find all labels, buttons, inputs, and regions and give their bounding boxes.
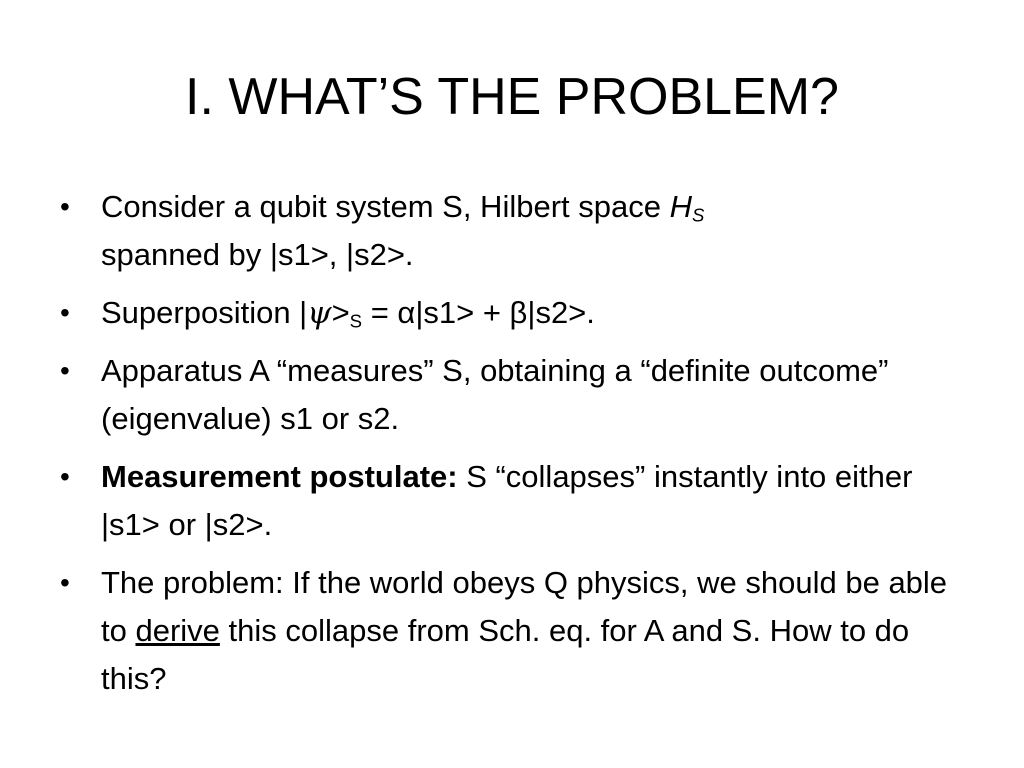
bullet-list <box>58 183 958 713</box>
underlined-word: derive <box>135 613 220 648</box>
slide-title: I. WHAT’S THE PROBLEM? <box>185 68 839 126</box>
bullet-qubit-system <box>58 183 958 279</box>
bullet-dot-icon: • <box>60 297 70 328</box>
ket-close: > <box>331 295 350 330</box>
bullet-text: S “collapses” instantly into either |s1> or |s2>. <box>101 459 913 542</box>
bullet-dot-icon: • <box>60 461 70 492</box>
hilbert-space-symbol: H <box>669 189 692 224</box>
bullet-dot-icon: • <box>60 191 70 222</box>
bullet-text: Superposition | <box>101 295 308 330</box>
bullet-text: The problem: If the world obeys Q physics, we should be able to <box>101 565 948 648</box>
bullet-dot-icon: • <box>60 567 70 598</box>
bullet-apparatus <box>58 347 958 443</box>
bullet-superposition <box>58 289 958 337</box>
hilbert-space-subscript: S <box>691 204 705 226</box>
psi-subscript: S <box>349 310 363 332</box>
bullet-text-continued: spanned by |s1>, |s2>. <box>101 237 414 272</box>
bullet-the-problem <box>58 559 958 703</box>
bullet-text-continued: = α|s1> + β|s2>. <box>362 295 595 330</box>
bullet-text: Apparatus A “measures” S, obtaining a “definite outcome” (eigenvalue) s1 or s2. <box>101 353 889 436</box>
psi-symbol: ψ <box>307 295 332 331</box>
bullet-measurement-postulate <box>58 453 958 549</box>
bullet-dot-icon: • <box>60 355 70 386</box>
bullet-bold-label: Measurement postulate: <box>101 459 458 494</box>
bullet-text: Consider a qubit system S, Hilbert space <box>101 189 670 224</box>
bullet-text-continued: this collapse from Sch. eq. for A and S. How to do this? <box>101 613 910 696</box>
